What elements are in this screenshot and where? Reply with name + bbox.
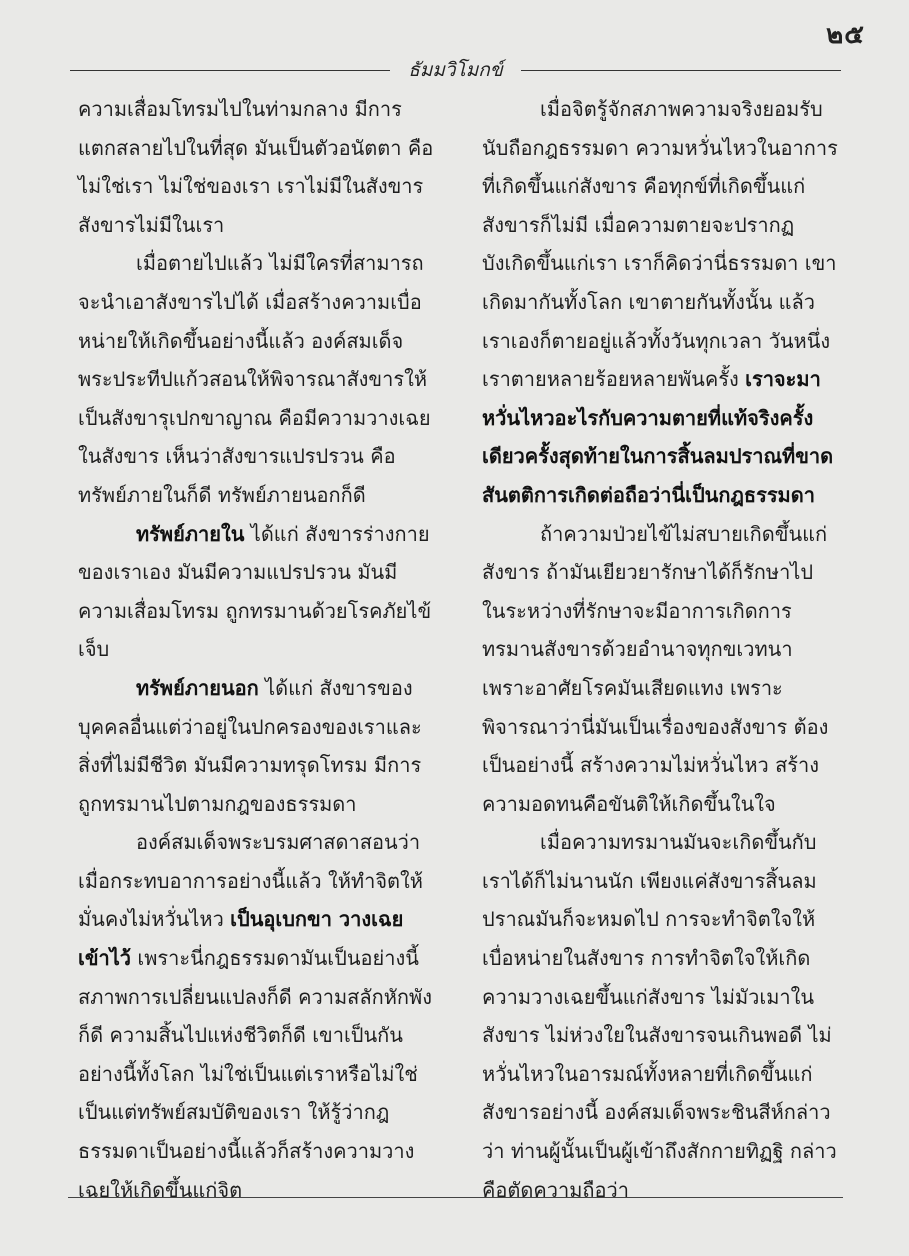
paragraph: ถ้าความป่วยไข้ไม่สบายเกิดขึ้นแก่สังขาร ถ้ามันเยียวยารักษาได้ก็รักษาไป ในระหว่างที่รักษาจะมีอาการเกิดการทรมานสังขารด้วยอำนาจทุกขเวทนา เพราะอาศัยโรคมันเสียดแทง เพราะพิจารณาว่านี่มันเป็นเรื่องของสังขาร ต้องเป็นอย่างนี้ สร้างความไม่หวั่นไหว สร้างความอดทนคือขันติให้เกิดขึ้นในใจ <box>482 521 829 816</box>
paragraph-text: เมื่อจิตรู้จักสภาพความจริงยอมรับนับถือกฎธรรมดา ความหวั่นไหวในอาการที่เกิดขึ้นแก่สังขาร คือทุกข์ที่เกิดขึ้นแก่สังขารก็ไม่มี เมื่อความตายจะปรากฏบังเกิดขึ้นแก่เรา เราก็คิดว่านี่ธรรมดา เขาเกิดมากันทั้งโลก เขาตายกันทั้งนั้น แล้วเราเองก็ตายอยู่แล้วทั้งวันทุกเวลา วันหนึ่งเราตายหลายร้อยหลายพันครั้ง <box>482 97 838 392</box>
paragraph <box>482 90 838 515</box>
paragraph <box>78 823 434 1209</box>
header-rule-right <box>521 70 841 71</box>
left-column <box>78 90 434 1202</box>
bold-term: ทรัพย์ภายใน <box>136 521 245 546</box>
paragraph <box>78 669 434 823</box>
bold-emphasis: เป็นอุเบกขา วางเฉยเข้าไว้ <box>78 907 404 971</box>
paragraph-text: ได้แก่ สังขารร่างกายของเราเอง มันมีความแปรปรวน มันมีความเสื่อมโทรม ถูกทรมานด้วยโรคภัยไข้เจ็บ <box>78 521 432 662</box>
right-column <box>482 90 838 1202</box>
page-number: ๒๕ <box>826 20 865 50</box>
paragraph: เมื่อความทรมานมันจะเกิดขึ้นกับเราได้ก็ไม่นานนัก เพียงแค่สังขารสิ้นลมปราณมันก็จะหมดไป การจะทำจิตใจให้เบื่อหน่ายในสังขาร การทำจิตใจให้เกิดความวางเฉยขึ้นแก่สังขาร ไม่มัวเมาในสังขาร ไม่ห่วงใยในสังขารจนเกินพอดี ไม่หวั่นไหวในอารมณ์ทั้งหลายที่เกิดขึ้นแก่สังขารอย่างนี้ องค์สมเด็จพระชินสีห์กล่าวว่า ท่านผู้นั้นเป็นผู้เข้าถึงสักกายทิฏฐิ กล่าวคือตัดความถือว่า <box>482 830 837 1202</box>
header-title: ธัมมวิโมกข์ <box>408 59 503 81</box>
bold-emphasis: เราจะมาหวั่นไหวอะไรกับความตายที่แท้จริงครั้งเดียวครั้งสุดท้ายในการสิ้นลมปราณที่ขาดสันตติการเกิดต่อถือว่านี่เป็นกฎธรรมดา <box>482 367 834 507</box>
body-columns <box>78 90 838 1202</box>
paragraph-text: องค์สมเด็จพระบรมศาสดาสอนว่า เมื่อกระทบอาการอย่างนี้แล้ว ให้ทำจิตให้มั่นคงไม่หวั่นไหว <box>78 830 423 932</box>
paragraph-text: ได้แก่ สังขารของบุคคลอื่นแต่ว่าอยู่ในปกครองของเราและสิ่งที่ไม่มีชีวิต มันมีความทรุดโทรม มีการถูกทรมานไปตามกฎของธรรมดา <box>78 675 422 816</box>
paragraph: ความเสื่อมโทรมไปในท่ามกลาง มีการแตกสลายไปในที่สุด มันเป็นตัวอนัตตา คือไม่ใช่เรา ไม่ใช่ของเรา เราไม่มีในสังขาร สังขารไม่มีในเรา <box>78 97 434 237</box>
bottom-rule <box>68 1197 843 1198</box>
running-header <box>70 58 841 84</box>
paragraph-text: เพราะนี่กฎธรรมดามันเป็นอย่างนี้ สภาพการเปลี่ยนแปลงก็ดี ความสลักหักพังก็ดี ความสิ้นไปแห่งชีวิตก็ดี เขาเป็นกันอย่างนี้ทั้งโลก ไม่ใช่เป็นแต่เราหรือไม่ใช่เป็นแต่ทรัพย์สมบัติของเรา ให้รู้ว่ากฎธรรมดาเป็นอย่างนี้แล้วก็สร้างความวางเฉยให้เกิดขึ้นแก่จิต <box>78 946 432 1202</box>
bold-term: ทรัพย์ภายนอก <box>136 675 259 700</box>
paragraph <box>78 515 434 669</box>
paragraph: เมื่อตายไปแล้ว ไม่มีใครที่สามารถจะนำเอาสังขารไปได้ เมื่อสร้างความเบื่อหน่ายให้เกิดขึ้นอย่างนี้แล้ว องค์สมเด็จพระประทีปแก้วสอนให้พิจารณาสังขารให้เป็นสังขารุเปกขาญาณ คือมีความวางเฉยในสังขาร เห็นว่าสังขารแปรปรวน คือทรัพย์ภายในก็ดี ทรัพย์ภายนอกก็ดี <box>78 251 431 507</box>
